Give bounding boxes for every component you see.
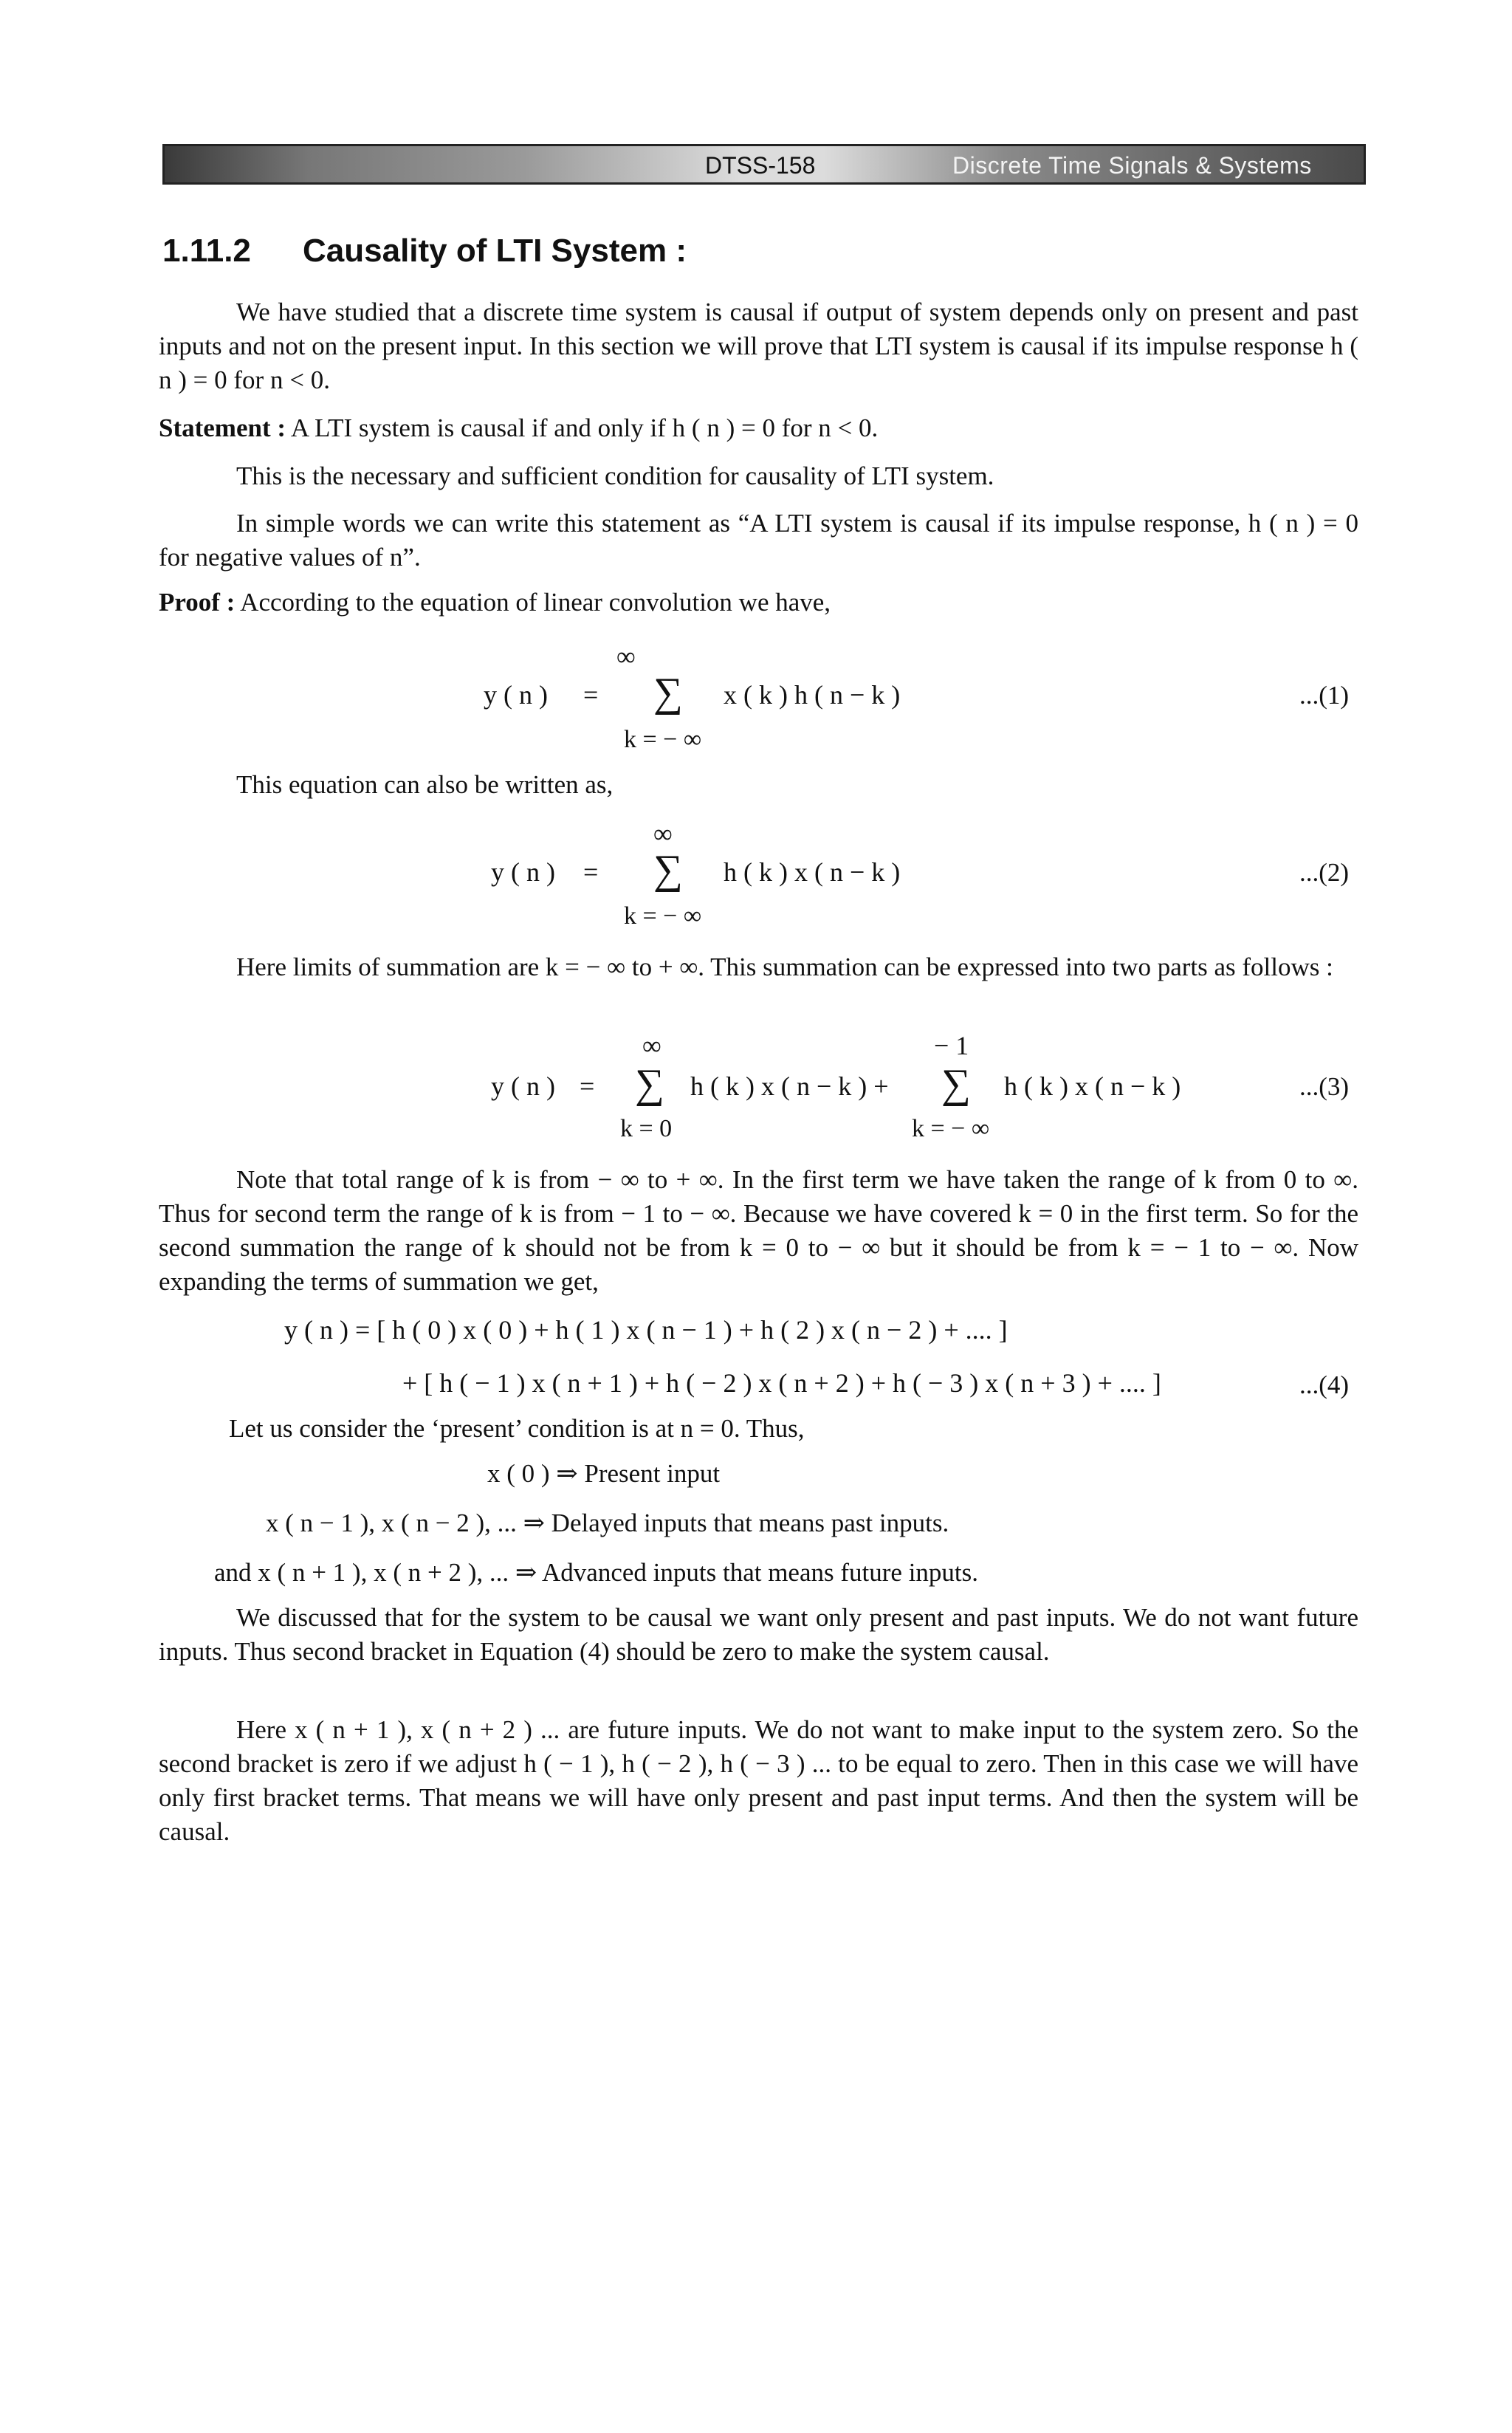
future-inputs-paragraph: Here x ( n + 1 ), x ( n + 2 ) ... are future inputs. We do not want to make input to the system zero. So the second bracket is zero if we adjust h ( − 1 ), h ( − 2 ), h ( − 3 ) ... to be equal to zero. Then in this case we will have only first bracket terms. That means we will have only present and past input terms. And then the system will be causal. [159, 1715, 1358, 1846]
eq3-sigma-1: ∑ [635, 1061, 664, 1107]
limits-paragraph: Here limits of summation are k = − ∞ to + ∞. This summation can be expressed into two parts as follows : [236, 953, 1333, 981]
eq3-number: ...(3) [1299, 1072, 1350, 1101]
section-heading [162, 233, 687, 270]
eq4-number: ...(4) [1299, 1370, 1350, 1399]
intro-paragraph: We have studied that a discrete time system is causal if output of system depends only on present and past inputs and not on the present input. In this section we will prove that LTI system is causal if its impulse response h ( n ) = 0 for n < 0. [159, 298, 1358, 394]
discussed-paragraph: We discussed that for the system to be causal we want only present and past inputs. We do not want future inputs. Thus second bracket in Equation (4) should be zero to make the system causal. [159, 1603, 1358, 1666]
eq1-upper-limit: ∞ [616, 642, 636, 671]
book-title: Discrete Time Signals & Systems [952, 152, 1312, 179]
proof-label: Proof : [159, 588, 236, 617]
note-paragraph: Note that total range of k is from − ∞ to + ∞. In the first term we have taken the range of k from 0 to ∞. Thus for second term the range of k is from − 1 to − ∞. Because we have covered k = 0 in the first term. So for the second summation the range of k should not be from k = 0 to − ∞ but it should be from k = − 1 to − ∞. Now expanding the terms of summation we get, [159, 1165, 1358, 1296]
eq4-line-1: y ( n ) = [ h ( 0 ) x ( 0 ) + h ( 1 ) x ( n − 1 ) + h ( 2 ) x ( n − 2 ) + .... ] [284, 1315, 1008, 1345]
eq4-line-2: + [ h ( − 1 ) x ( n + 1 ) + h ( − 2 ) x ( n + 2 ) + h ( − 3 ) x ( n + 3 ) + .... ] [402, 1368, 1161, 1398]
eq1-lhs: y ( n ) [484, 680, 548, 710]
eq2-number: ...(2) [1299, 858, 1350, 887]
simple-words-paragraph: In simple words we can write this statement as “A LTI system is causal if its impulse response, h ( n ) = 0 for negative values of n”. [159, 509, 1358, 572]
input-list-item: x ( 0 ) ⇒ Present input [487, 1459, 721, 1488]
also-written-paragraph: This equation can also be written as, [236, 770, 614, 799]
eq1-lower-limit: k = − ∞ [624, 726, 702, 753]
eq2-upper-limit: ∞ [653, 819, 673, 848]
input-list-item: and x ( n + 1 ), x ( n + 2 ), ... ⇒ Advanced inputs that means future inputs. [214, 1558, 979, 1587]
input-list-item: x ( n − 1 ), x ( n − 2 ), ... ⇒ Delayed inputs that means past inputs. [266, 1509, 949, 1537]
eq3-lower-limit-2: k = − ∞ [912, 1115, 990, 1142]
page-code: DTSS-158 [705, 152, 816, 179]
eq3-lhs: y ( n ) [491, 1071, 555, 1101]
eq1-number: ...(1) [1299, 681, 1350, 710]
section-title: Causality of LTI System : [303, 233, 687, 269]
eq1-equals: = [583, 680, 599, 710]
eq2-equals: = [583, 857, 599, 887]
proof-text: According to the equation of linear convolution we have, [235, 588, 831, 617]
present-condition-paragraph: Let us consider the ‘present’ condition is at n = 0. Thus, [229, 1414, 805, 1443]
statement-line [159, 411, 878, 445]
section-number: 1.11.2 [162, 233, 251, 269]
eq3-equals: = [580, 1071, 595, 1101]
statement-label: Statement : [159, 413, 286, 442]
condition-paragraph: This is the necessary and sufficient condition for causality of LTI system. [236, 461, 994, 490]
eq1-rhs: x ( k ) h ( n − k ) [724, 680, 901, 710]
eq3-term-1: h ( k ) x ( n − k ) + [690, 1071, 889, 1101]
eq2-rhs: h ( k ) x ( n − k ) [724, 857, 901, 887]
eq3-sigma-2: ∑ [941, 1061, 971, 1107]
eq3-lower-limit-1: k = 0 [620, 1115, 673, 1142]
eq2-sigma: ∑ [653, 847, 683, 893]
eq2-lower-limit: k = − ∞ [624, 902, 702, 930]
eq3-term-2: h ( k ) x ( n − k ) [1004, 1071, 1181, 1101]
proof-line [159, 586, 831, 620]
eq1-sigma: ∑ [653, 670, 683, 716]
eq3-upper-limit-1: ∞ [642, 1031, 662, 1060]
eq2-lhs: y ( n ) [491, 857, 555, 887]
statement-text: A LTI system is causal if and only if h ( n ) = 0 for n < 0. [286, 413, 879, 442]
eq3-upper-limit-2: − 1 [934, 1031, 969, 1060]
